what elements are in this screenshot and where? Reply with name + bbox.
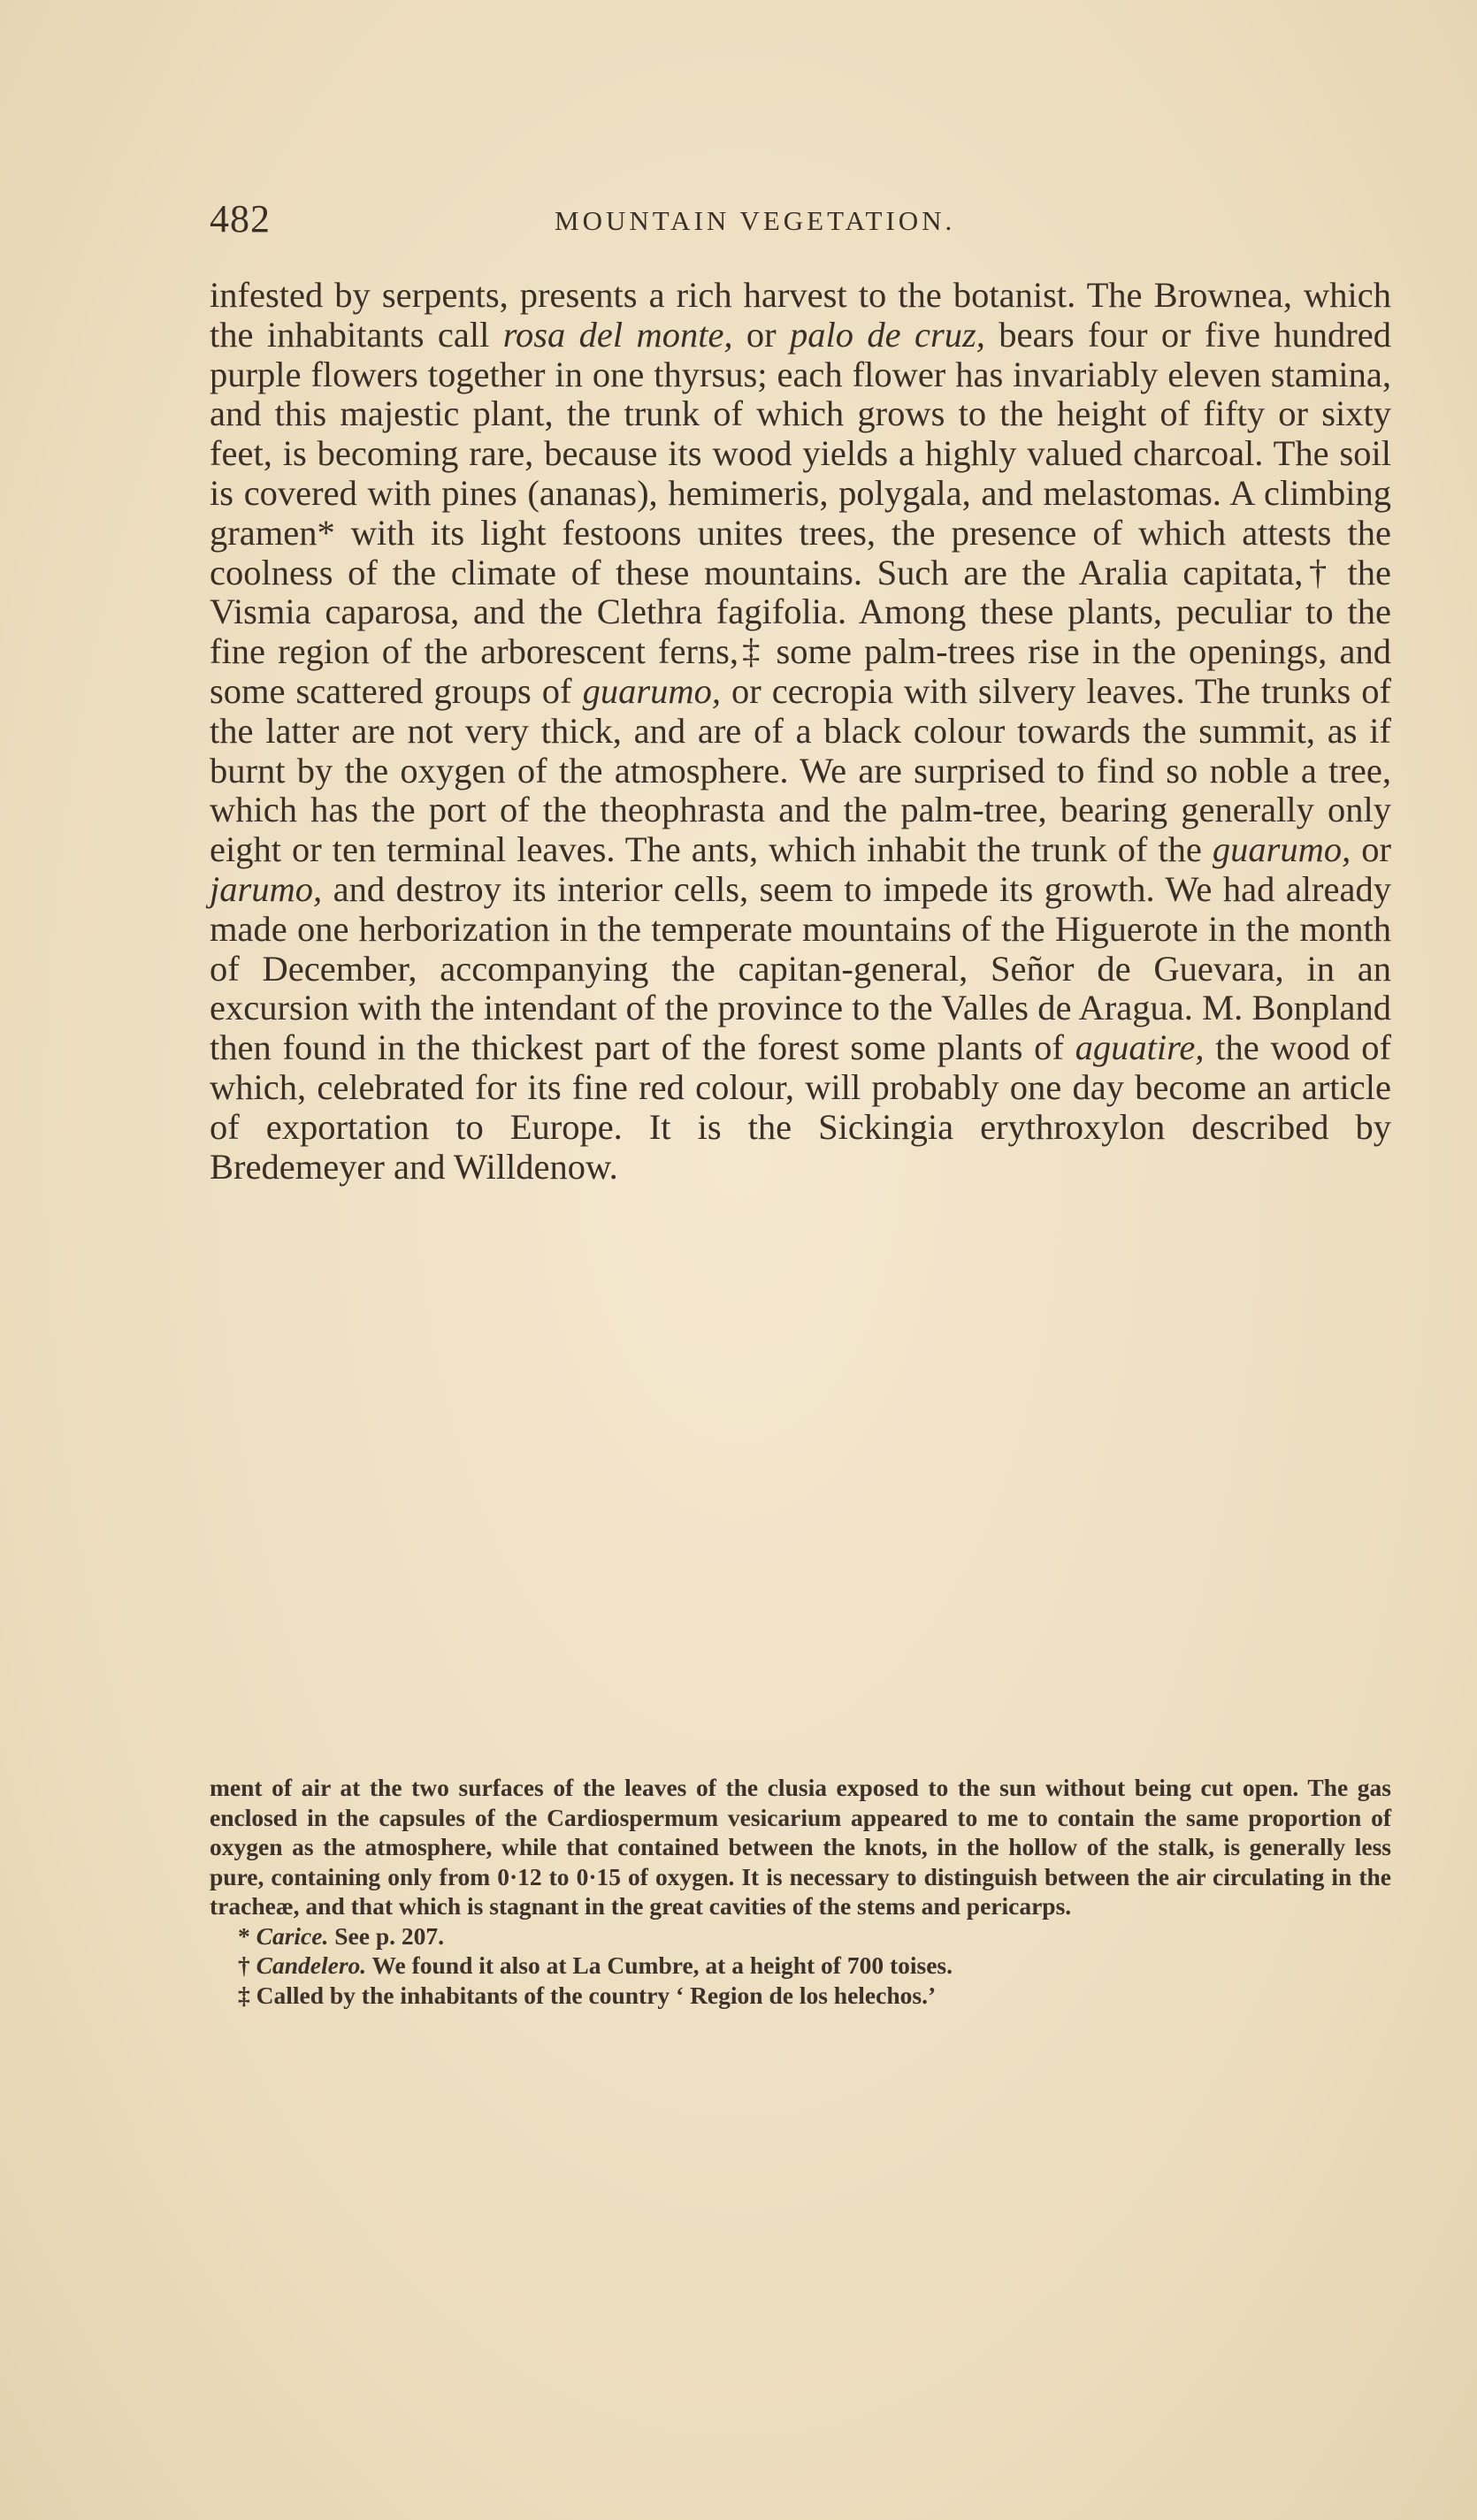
footnote-3 (210, 1981, 1391, 2011)
body-text-segment: or (732, 314, 791, 355)
body-text-segment: or cecropia with silvery leaves. The trunks of the latter are not very thick, and are of a black colour towards the summit, as if burnt by the oxygen of the atmosphere. We are surprised to find so noble a tree, which has the port of the theophrasta and the palm-tree, bearing generally only eight or ten terminal leaves. The ants, which inhabit the trunk of the (210, 670, 1391, 870)
footnote-italic: Carice. (256, 1921, 329, 1950)
body-text-segment: and destroy its interior cells, seem to impede its growth. We had already made one herborization in the temperate mountains of the Higuerote in the month of December, accompanying the capitan-general, Señor de Guevara, in an excursion with the intendant of the province to the Valles de Aragua. M. Bonpland then found in the thickest part of the forest some plants of (210, 868, 1391, 1068)
footnote-mark: ‡ (238, 1981, 250, 2009)
body-text-segment: the wood of which, celebrated for its fine red colour, will probably one day become an article of exportation to Europe. It is the Sickingia erythroxylon described by Bredemeyer and Willdenow. (210, 1027, 1391, 1187)
italic-term: rosa del monte, (502, 314, 733, 355)
italic-term: aguatire, (1075, 1027, 1205, 1068)
italic-term: palo de cruz, (790, 314, 985, 355)
footnote-text: See p. 207. (328, 1921, 444, 1950)
page-number: 482 (210, 197, 271, 241)
body-text-segment: infested by serpents, presents a rich harvest to the botanist. The Brownea, which the inhabitants call (210, 275, 1391, 355)
page-header (210, 196, 1395, 249)
footnote-text: We found it also at La Cumbre, at a height of 700 toises. (366, 1951, 953, 1979)
footnote-text: Called by the inhabitants of the country ‘ Region de los helechos.’ (249, 1981, 937, 2009)
footnote-1 (210, 1921, 1391, 1951)
footnote-2 (210, 1951, 1391, 1981)
footnote-continuation: ment of air at the two surfaces of the leaves of the clusia exposed to the sun without being cut open. The gas enclosed in the capsules of the Cardiospermum vesicarium appeared to me to contain the same proportion of oxygen as the atmosphere, while that contained between the knots, in the hollow of the stalk, is generally less pure, containing only from 0·12 to 0·15 of oxygen. It is necessary to distinguish between the air circulating in the tracheæ, and that which is stagnant in the great cavities of the stems and pericarps. (210, 1774, 1391, 1920)
italic-term: guarumo, (1212, 829, 1351, 870)
italic-term: jarumo, (210, 868, 323, 909)
body-paragraph (210, 276, 1391, 1187)
footnotes (210, 1773, 1391, 2010)
body-text-segment: or (1351, 829, 1391, 870)
running-head: MOUNTAIN VEGETATION. (555, 205, 956, 236)
body-text-segment: bears four or five hundred purple flowers together in one thyrsus; each flower has invariably eleven stamina, and this majestic plant, the trunk of which grows to the height of fifty or sixty feet, is becoming rare, because its wood yields a highly valued charcoal. The soil is covered with pines (ananas), hemimeris, polygala, and melastomas. A climbing gramen* with its light festoons unites trees, the presence of which attests the coolness of the climate of these mountains. Such are the Aralia capitata,† the Vismia caparosa, and the Clethra fagifolia. Among these plants, peculiar to the fine region of the arborescent ferns,‡ some palm-trees rise in the openings, and some scattered groups of (210, 314, 1391, 711)
footnote-italic: Candelero. (256, 1951, 367, 1979)
footnote-mark: * (238, 1921, 250, 1950)
italic-term: guarumo, (582, 670, 721, 711)
footnote-mark: † (238, 1951, 250, 1979)
